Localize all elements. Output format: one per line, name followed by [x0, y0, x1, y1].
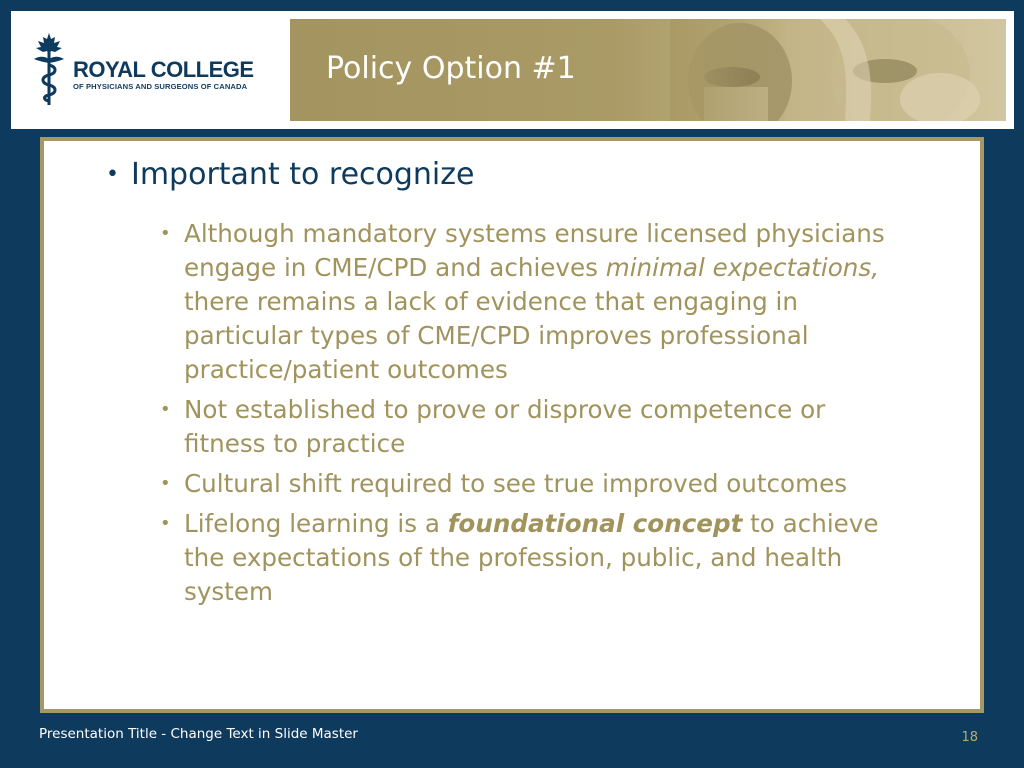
slide-title: Policy Option #1	[326, 51, 576, 86]
surgeons-photo	[670, 19, 1006, 121]
caduceus-maple-leaf-icon	[33, 33, 65, 105]
item-text: Cultural shift required to see true improved outcomes	[184, 469, 848, 498]
list-item	[156, 393, 896, 461]
item-text-bold-italic: foundational concept	[447, 509, 743, 538]
bullet-icon: •	[160, 223, 171, 244]
item-text: Lifelong learning is a	[184, 509, 448, 538]
logo	[11, 11, 287, 129]
header-band	[11, 11, 1014, 129]
item-text: to achieve the expectations of the profession, public, and health system	[184, 509, 879, 606]
bullet-icon: •	[160, 473, 171, 494]
list-item	[156, 467, 896, 501]
list-item	[156, 217, 896, 387]
content-panel	[44, 141, 980, 709]
item-text: there remains a lack of evidence that engaging in particular types of CME/CPD improves professional practice/patient outcomes	[184, 287, 809, 384]
heading-bullet-item	[106, 157, 474, 192]
title-band	[290, 19, 1006, 121]
footer-presentation-title: Presentation Title - Change Text in Slide Master	[39, 726, 358, 742]
sub-bullet-list	[156, 217, 896, 615]
heading-text: Important to recognize	[130, 157, 475, 192]
item-text: Although mandatory systems ensure licensed physicians engage in CME/CPD and achieves	[184, 219, 885, 282]
bullet-icon: •	[160, 513, 171, 534]
logo-text: ROYAL COLLEGE	[73, 57, 254, 82]
page-number: 18	[961, 730, 978, 745]
item-text: Not established to prove or disprove competence or fitness to practice	[184, 395, 826, 458]
bullet-icon: •	[106, 162, 119, 187]
list-item	[156, 507, 896, 609]
logo-subtext: OF PHYSICIANS AND SURGEONS OF CANADA	[73, 82, 248, 91]
bullet-icon: •	[160, 399, 171, 420]
item-text-italic: minimal expectations,	[605, 253, 880, 282]
content-frame	[40, 137, 984, 713]
